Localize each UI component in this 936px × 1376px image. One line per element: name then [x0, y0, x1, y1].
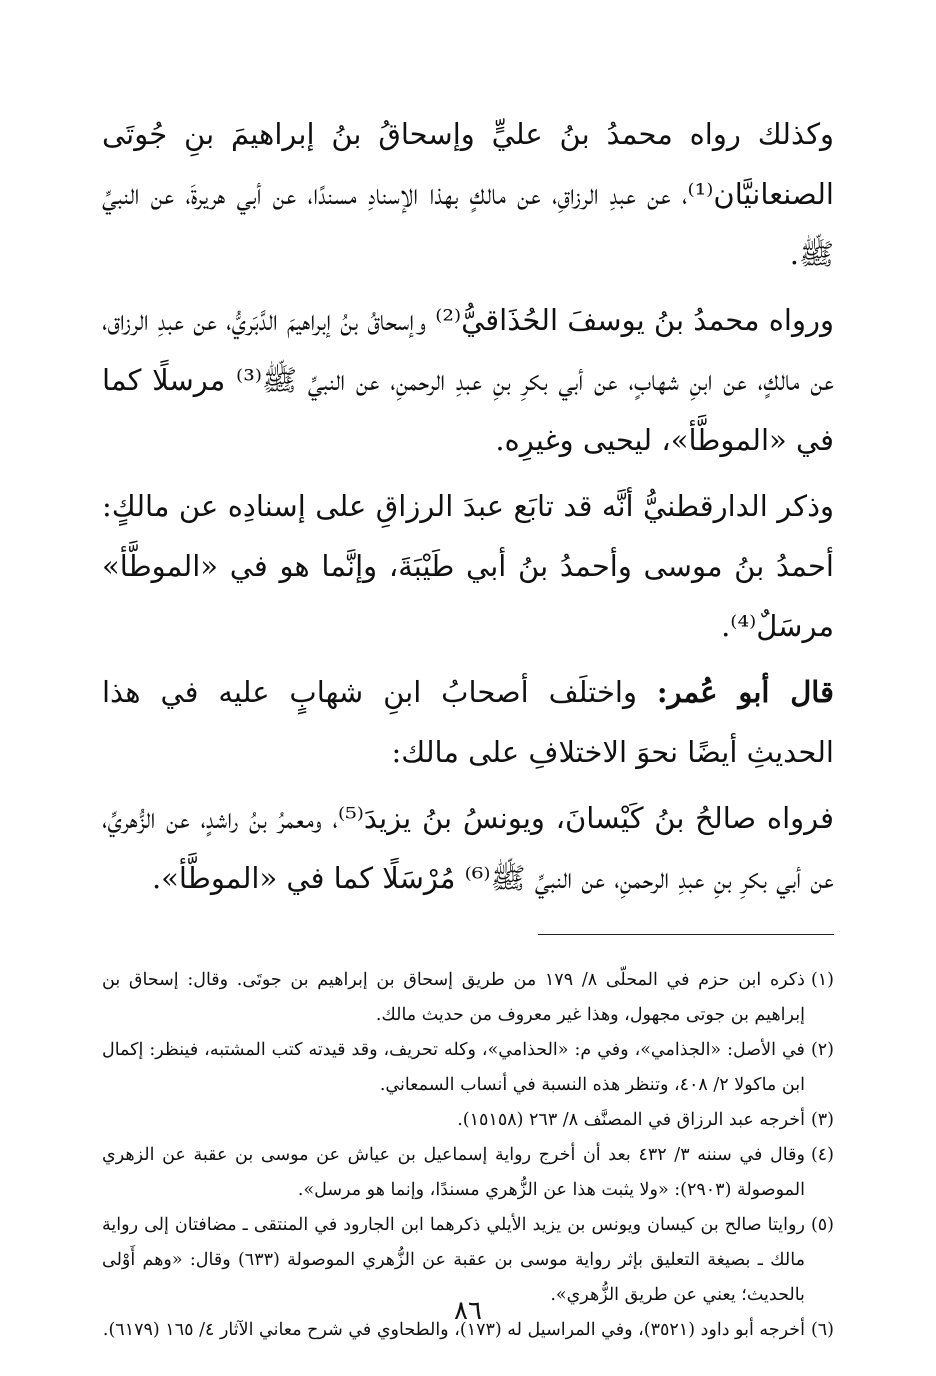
footnote-4: [102, 1138, 834, 1208]
paragraph-2: ورواه محمدُ بنُ يوسفَ الحُذَاقيُّ⁽²⁾ وإسحاقُ بنُ إبراهيمَ الدَّبَريُّ، عن عبدِ الرزاق، عن مالكٍ، عن ابنِ شهابٍ، عن أبي بكرِ بنِ عبدِ الرحمنِ، عن النبيِّ ﷺ⁽³⁾ مرسلًا كما في «الموطَّأ»، ليحيى وغيرِه.: [102, 303, 834, 457]
main-text: [102, 104, 834, 908]
footnotes: [102, 963, 834, 1348]
footnote-separator: [538, 934, 834, 935]
footnote-text: أخرجه عبد الرزاق في المصنَّف ٨/ ٢٦٣ (١٥١٥٨).: [457, 1110, 805, 1130]
paragraph-4: [102, 662, 834, 782]
paragraph-1: وكذلك رواه محمدُ بنُ عليٍّ وإسحاقُ بنُ إبراهيمَ بنِ جُوتَى الصنعانيَّان⁽¹⁾، عن عبدِ الرزاقِ، عن مالكٍ بهذا الإسنادِ مسندًا، عن أبي هريرةَ، عن النبيِّ ﷺ.: [102, 117, 834, 271]
paragraph-5: فرواه صالحُ بنُ كَيْسانَ، ويونسُ بنُ يزيدَ⁽⁵⁾، ومعمرُ بنُ راشدٍ، عن الزُّهريِّ، عن أبي بكرِ بنِ عبدِ الرحمنِ، عن النبيِّ ﷺ⁽⁶⁾ مُرْسَلًا كما في «الموطَّأ».: [102, 801, 835, 895]
paragraph-4-text: واختلَف أصحابُ ابنِ شهابٍ عليه في هذا الحديثِ أيضًا نحوَ الاختلافِ على مالك:: [102, 675, 834, 769]
footnote-number: (٢): [810, 1040, 834, 1060]
footnote-2: [102, 1033, 834, 1103]
footnote-text: أخرجه أبو داود (٣٥٢١)، وفي المراسيل له (١٧٣)، والطحاوي في شرح معاني الآثار ٤/ ١٦٥ (٦١٧٩).: [102, 1320, 805, 1340]
footnote-number: (٥): [810, 1215, 834, 1235]
footnote-text: ذكره ابن حزم في المحلّى ٨/ ١٧٩ من طريق إسحاق بن إبراهيم بن جوتَى. وقال: إسحاق بن إبراهيم بن جوتى مجهول، وهذا غير معروف من حديث مالك.: [102, 970, 805, 1025]
author-lead: قال أبو عُمر:: [656, 675, 834, 709]
footnote-number: (٤): [810, 1145, 834, 1165]
footnote-text: وقال في سننه ٣/ ٤٣٢ بعد أن أخرج رواية إسماعيل بن عياش عن موسى بن عقبة عن الزهري الموصولة (٢٩٠٣): «ولا يثبت هذا عن الزُّهري مسندًا، وإنما هو مرسل».: [102, 1145, 805, 1200]
page-number: ٨٦: [454, 1296, 482, 1326]
footnote-text: روايتا صالح بن كيسان ويونس بن يزيد الأيلي ذكرهما ابن الجارود في المنتقى ـ مضافتان إلى رواية مالك ـ بصيغة التعليق بإثر رواية موسى بن عقبة عن الزُّهري الموصولة (٦٣٣) وقال: «وهم أَوْلى بالحديث؛ يعني عن طريق الزُّهري».: [102, 1215, 805, 1305]
footnote-1: [102, 963, 834, 1033]
footnote-number: (٦): [810, 1320, 834, 1340]
footnote-3: [102, 1103, 834, 1138]
footnote-number: (١): [810, 970, 834, 990]
footnote-number: (٣): [810, 1110, 834, 1130]
paragraph-3: وذكر الدارقطنيُّ أنَّه قد تابَع عبدَ الرزاقِ على إسنادِه عن مالكٍ: أحمدُ بنُ موسى وأحمدُ بنُ أبي طَيْبَةَ، وإنَّما هو في «الموطَّأ» مرسَلٌ⁽⁴⁾.: [102, 489, 834, 643]
footnote-text: في الأصل: «الجذامي»، وفي م: «الحذامي»، وكله تحريف، وقد قيدته كتب المشتبه، فينظر: إكمال ابن ماكولا ٢/ ٤٠٨، وتنظر هذه النسبة في أنساب السمعاني.: [102, 1040, 805, 1095]
